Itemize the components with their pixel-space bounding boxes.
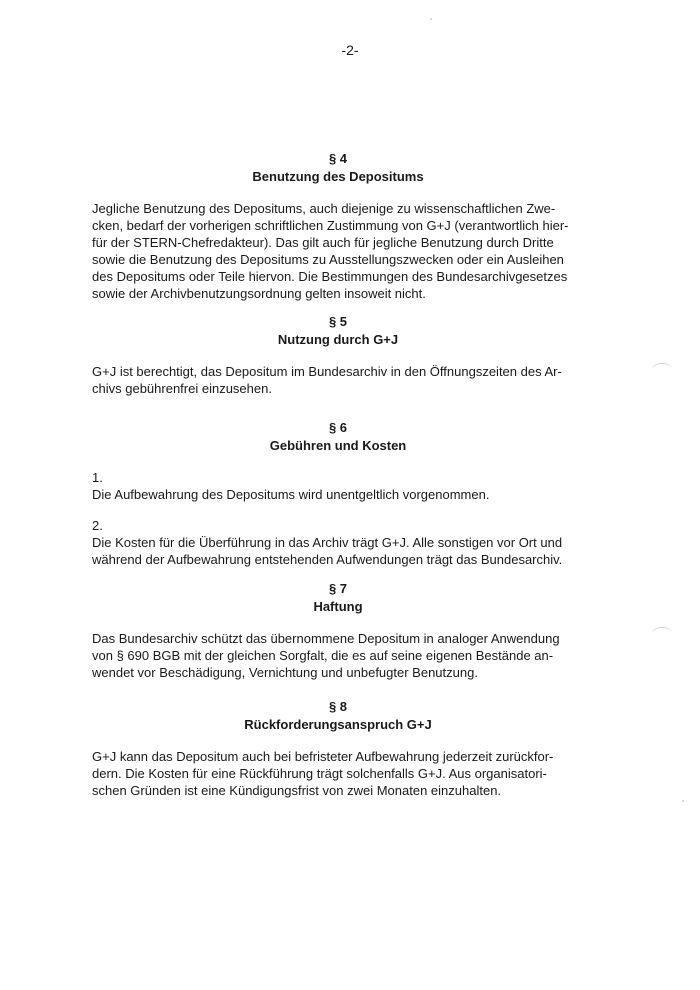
section-6 [92, 419, 584, 568]
section-number: § 8 [328, 699, 348, 714]
punch-hole-mark [652, 363, 672, 376]
paragraph-line: für der STERN-Chefredakteur). Das gilt auch für jegliche Benutzung durch Dritte [92, 235, 554, 250]
section-title: Haftung [313, 599, 363, 614]
section-paragraph [92, 630, 584, 681]
section-paragraph [92, 200, 584, 302]
paragraph-line: chivs gebührenfrei einzusehen. [92, 381, 272, 396]
paragraph-line: sowie die Benutzung des Depositums zu Ausstellungszwecken oder ein Ausleihen [92, 252, 564, 267]
item-number: 2. [92, 518, 103, 533]
section-number: § 4 [328, 151, 348, 166]
paragraph-line: cken, bedarf der vorherigen schriftlichen Zustimmung von G+J (verantwortlich hier- [92, 218, 569, 233]
scan-speck [682, 800, 684, 802]
section-7 [92, 580, 584, 681]
page-number: -2- [341, 42, 359, 58]
section-4 [92, 150, 584, 302]
paragraph-line: Das Bundesarchiv schützt das übernommene Depositum in analoger Anwendung [92, 631, 560, 646]
section-paragraph [92, 748, 584, 799]
paragraph-line: schen Gründen ist eine Kündigungsfrist von zwei Monaten einzuhalten. [92, 783, 502, 798]
section-title: Gebühren und Kosten [269, 438, 407, 453]
paragraph-line: G+J kann das Depositum auch bei befristeter Aufbewahrung jederzeit zurückfor- [92, 749, 554, 764]
paragraph-line: sowie der Archivbenutzungsordnung gelten insoweit nicht. [92, 286, 426, 301]
paragraph-line: G+J ist berechtigt, das Depositum im Bundesarchiv in den Öffnungszeiten des Ar- [92, 364, 562, 379]
paragraph-line: während der Aufbewahrung entstehenden Aufwendungen trägt das Bundesarchiv. [92, 552, 563, 567]
section-5 [92, 313, 584, 397]
paragraph-line: dern. Die Kosten für eine Rückführung trägt solchenfalls G+J. Aus organisatori- [92, 766, 547, 781]
section-paragraph [92, 363, 584, 397]
paragraph-line: Die Kosten für die Überführung in das Archiv trägt G+J. Alle sonstigen vor Ort und [92, 535, 563, 550]
item-number: 1. [92, 470, 103, 485]
paragraph-line: wendet vor Beschädigung, Vernichtung und unbefugter Benutzung. [92, 665, 478, 680]
section-number: § 7 [328, 581, 348, 596]
paragraph-line: Jegliche Benutzung des Depositums, auch diejenige zu wissenschaftlichen Zwe- [92, 201, 556, 216]
section-title: Rückforderungsanspruch G+J [244, 717, 432, 732]
paragraph-line: Die Aufbewahrung des Depositums wird unentgeltlich vorgenommen. [92, 487, 490, 502]
punch-hole-mark [652, 627, 672, 640]
paragraph-line: des Depositums oder Teile hiervon. Die Bestimmungen des Bundesarchivgesetzes [92, 269, 568, 284]
section-number: § 5 [328, 314, 348, 329]
section-number: § 6 [328, 420, 348, 435]
numbered-item [92, 517, 584, 568]
section-title: Benutzung des Depositums [252, 169, 424, 184]
section-title: Nutzung durch G+J [277, 332, 399, 347]
numbered-item [92, 469, 584, 503]
paragraph-line: von § 690 BGB mit der gleichen Sorgfalt, die es auf seine eigenen Bestände an- [92, 648, 554, 663]
section-8 [92, 698, 584, 799]
scan-speck [430, 18, 432, 20]
